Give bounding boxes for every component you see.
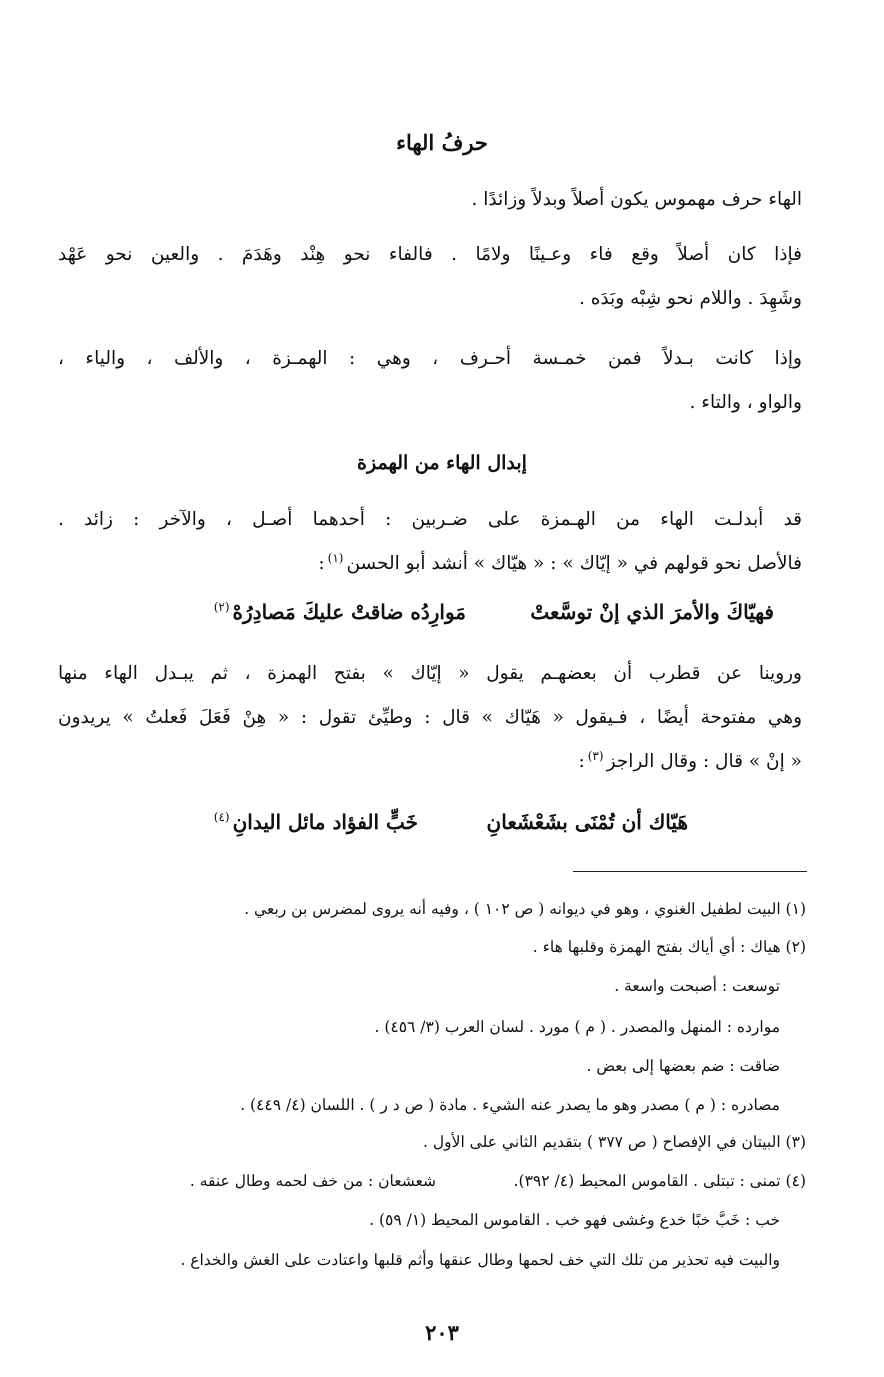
- footnote-2-gloss-1: توسعت : أصبحت واسعة .: [614, 977, 780, 995]
- colon: :: [578, 751, 585, 773]
- section-heading: إبدال الهاء من الهمزة: [357, 452, 527, 474]
- footnote-2-gloss-3: ضاقت : ضم بعضها إلى بعض .: [586, 1057, 780, 1075]
- paragraph-3-line-1: وإذا كانت بـدلاً فمن خمـسة أحـرف ، وهي : الهمـزة ، والألف ، والياء ،: [58, 348, 802, 369]
- verse-1-second-hemistich: [211, 600, 466, 624]
- paragraph-2-line-1: فإذا كان أصلاً وقع فاء وعـينًا ولامًا . فالفاء نحو هِنْد وهَدَمَ . والعين نحو عَهْد: [58, 244, 802, 265]
- verse-1-first-hemistich: فهيّاكَ والأمرَ الذي إنْ توسَّعتْ: [530, 600, 774, 624]
- chapter-heading: حرفُ الهاء: [396, 130, 488, 155]
- verse-2-first-hemistich: هَيّاك أن تُمْنَى بشَعْشَعانِ: [486, 810, 688, 834]
- colon: :: [318, 553, 325, 575]
- footnote-2-gloss-2: موارده : المنهل والمصدر . ( م ) مورد . لسان العرب (٣/ ٤٥٦) .: [374, 1018, 780, 1036]
- footnote-4: (٤) تمنى : تبتلى . القاموس المحيط (٤/ ٣٩٢).: [513, 1172, 806, 1190]
- footnote-4-gloss-2: خب : خَبَّ خبًا خدع وغشى فهو خب . القاموس المحيط (١/ ٥٩) .: [369, 1211, 780, 1229]
- paragraph-3-line-2: والواو ، والتاء .: [689, 392, 802, 413]
- page-number: ٢٠٣: [425, 1320, 459, 1345]
- footnote-3: (٣) البيتان في الإفصاح ( ص ٣٧٧ ) بتقديم الثاني على الأول .: [423, 1133, 806, 1151]
- footnote-1: (١) البيت لطفيل الغنوي ، وهو في ديوانه ( ص ١٠٢ ) ، وفيه أنه يروى لمضرس بن ربعي .: [244, 900, 806, 918]
- footnote-ref-1: (١): [327, 551, 344, 565]
- verse-2-second-hemistich: [211, 810, 418, 834]
- footnote-ref-3: (٣): [587, 749, 604, 763]
- paragraph-5-line-2: وهي مفتوحة أيضًا ، فـيقول « هَيّاك » قال : وطيِّئ تقول : « هِنْ فَعَلَ فَعلتُ » يريدون: [58, 707, 802, 728]
- paragraph-4-line-1: قد أبدلـت الهاء من الهـمزة على ضـربين : أحدهما أصـل ، والآخر : زائد .: [58, 509, 802, 530]
- paragraph-4-line-2-text: فالأصل نحو قولهم في « إيّاك » : « هيّاك » أنشد أبو الحسن: [346, 553, 802, 575]
- paragraph-4-line-2: [58, 552, 802, 574]
- verse-1-second-text: مَوارِدُه ضاقتْ عليكَ مَصادِرُهْ: [232, 600, 466, 624]
- verse-2-second-text: خَبٍّ الفؤاد مائل اليدانِ: [232, 810, 418, 834]
- footnote-ref-4: (٤): [213, 810, 230, 825]
- footnote-4-gloss-1: شعشعان : من خف لحمه وطال عنقه .: [189, 1172, 436, 1190]
- paragraph-5-line-1: وروينا عن قطرب أن بعضهـم يقول « إيّاك » بفتح الهمزة ، ثم يبـدل الهاء منها: [58, 663, 802, 684]
- paragraph-5-line-3-text: « إنْ » قال : وقال الراجز: [606, 751, 802, 773]
- footnote-2-gloss-4: مصادره : ( م ) مصدر وهو ما يصدر عنه الشيء . مادة ( ص د ر ) . اللسان (٤/ ٤٤٩) .: [240, 1096, 780, 1114]
- paragraph-1: الهاء حرف مهموس يكون أصلاً وبدلاً وزائدًا .: [471, 189, 802, 210]
- paragraph-2-line-2: وشَهِدَ . واللام نحو شِبْه وبَدَه .: [578, 288, 802, 309]
- paragraph-5-line-3: [58, 750, 802, 772]
- footnote-separator: [573, 871, 807, 872]
- footnote-4-gloss-3: والبيت فيه تحذير من تلك التي خف لحمها وطال عنقها وأثم قلبها واعتادت على الغش والخداع .: [180, 1251, 780, 1269]
- footnote-ref-2: (٢): [213, 600, 230, 615]
- footnote-2: (٢) هياك : أي أياك بفتح الهمزة وقلبها هاء .: [532, 938, 806, 956]
